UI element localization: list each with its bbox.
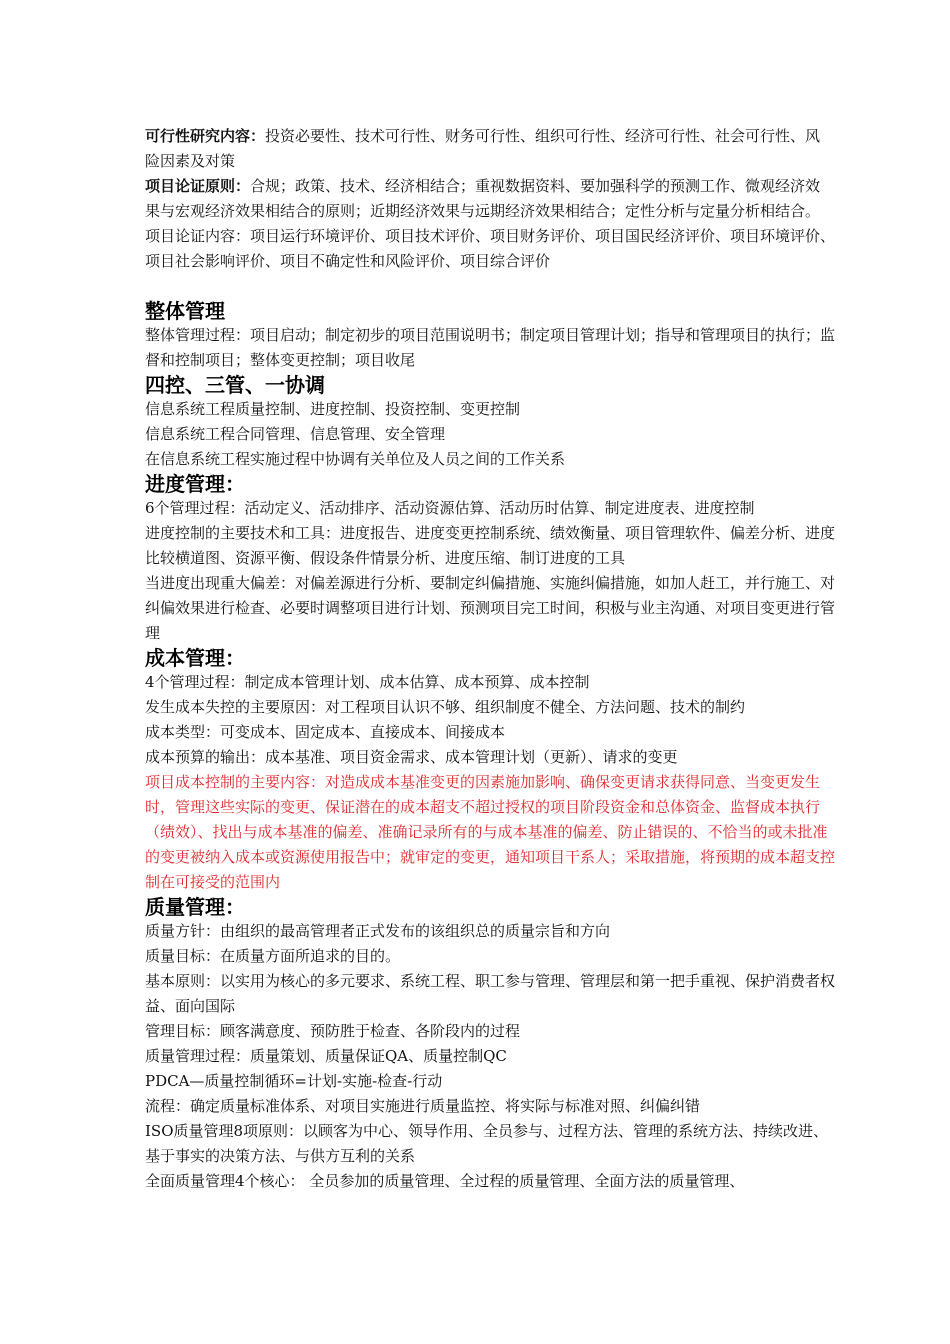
quality-tqm-core: 全面质量管理4个核心： 全员参加的质量管理、全过程的质量管理、全面方法的质量管理、 (145, 1172, 745, 1190)
feasibility-paragraph (145, 124, 835, 174)
schedule-tools: 进度控制的主要技术和工具：进度报告、进度变更控制系统、绩效衡量、项目管理软件、偏差分析、进度比较横道图、资源平衡、假设条件情景分析、进度压缩、制订进度的工具 (145, 524, 836, 567)
four-controls-heading: 四控、三管、一协调 (145, 373, 325, 397)
argument-principle-paragraph (145, 174, 835, 224)
argument-principle-text: 合规；政策、技术、经济相结合；重视数据资料、要加强科学的预测工作、微观经济效果与宏观经济效果相结合的原则；近期经济效果与远期经济效果相结合；定性分析与定量分析相结合。 (145, 177, 821, 220)
quality-basic-principles: 基本原则：以实用为核心的多元要求、系统工程、职工参与管理、管理层和第一把手重视、保护消费者权益、面向国际 (145, 972, 836, 1015)
quality-management-goals: 管理目标：顾客满意度、预防胜于检查、各阶段内的过程 (145, 1022, 521, 1040)
quality-flow: 流程：确定质量标准体系、对项目实施进行质量监控、将实际与标准对照、纠偏纠错 (145, 1097, 701, 1115)
cost-control-content-highlight: 项目成本控制的主要内容：对造成成本基准变更的因素施加影响、确保变更请求获得同意、当变更发生时，管理这些实际的变更、保证潜在的成本超支不超过授权的项目阶段资金和总体资金、监督成本执行（绩效）、找出与成本基准的偏差、准确记录所有的与成本基准的偏差、防止错误的、不恰当的或未批准的变更被纳入成本或资源使用报告中；就审定的变更，通知项目干系人；采取措施，将预期的成本超支控制在可接受的范围内 (145, 773, 836, 891)
feasibility-lead: 可行性研究内容： (145, 127, 266, 145)
quality-pdca: PDCA—质量控制循环=计划-实施-检查-行动 (145, 1072, 443, 1090)
quality-processes: 质量管理过程：质量策划、质量保证QA、质量控制QC (145, 1047, 507, 1065)
section-gap (145, 274, 835, 299)
four-controls-line-3: 在信息系统工程实施过程中协调有关单位及人员之间的工作关系 (145, 450, 566, 468)
quality-policy: 质量方针：由组织的最高管理者正式发布的该组织总的质量宗旨和方向 (145, 922, 611, 940)
four-controls-line-2: 信息系统工程合同管理、信息管理、安全管理 (145, 425, 446, 443)
schedule-processes: 6个管理过程：活动定义、活动排序、活动资源估算、活动历时估算、制定进度表、进度控制 (145, 499, 755, 517)
four-controls-line-1: 信息系统工程质量控制、进度控制、投资控制、变更控制 (145, 400, 521, 418)
argument-content-paragraph: 项目论证内容：项目运行环境评价、项目技术评价、项目财务评价、项目国民经济评价、项目环境评价、项目社会影响评价、项目不确定性和风险评价、项目综合评价 (145, 227, 836, 270)
schedule-heading: 进度管理： (145, 472, 245, 496)
cost-budget-outputs: 成本预算的输出：成本基准、项目资金需求、成本管理计划（更新）、请求的变更 (145, 748, 678, 766)
feasibility-text: 投资必要性、技术可行性、财务可行性、组织可行性、经济可行性、社会可行性、风险因素及对策 (145, 127, 821, 170)
cost-types: 成本类型：可变成本、固定成本、直接成本、间接成本 (145, 723, 506, 741)
integration-process: 整体管理过程：项目启动；制定初步的项目范围说明书；制定项目管理计划；指导和管理项目的执行；监督和控制项目；整体变更控制；项目收尾 (145, 326, 836, 369)
document-page (145, 124, 835, 1194)
quality-iso-principles: ISO质量管理8项原则：以顾客为中心、领导作用、全员参与、过程方法、管理的系统方法、持续改进、基于事实的决策方法、与供方互利的关系 (145, 1122, 829, 1165)
cost-processes: 4个管理过程：制定成本管理计划、成本估算、成本预算、成本控制 (145, 673, 590, 691)
integration-heading: 整体管理 (145, 299, 225, 323)
quality-heading: 质量管理： (145, 895, 245, 919)
schedule-deviation: 当进度出现重大偏差：对偏差源进行分析、要制定纠偏措施、实施纠偏措施，如加人赶工，并行施工、对纠偏效果进行检查、必要时调整项目进行计划、预测项目完工时间，积极与业主沟通、对项目变更进行管理 (145, 574, 836, 642)
quality-objective: 质量目标：在质量方面所追求的目的。 (145, 947, 401, 965)
cost-overrun-causes: 发生成本失控的主要原因：对工程项目认识不够、组织制度不健全、方法问题、技术的制约 (145, 698, 746, 716)
cost-heading: 成本管理： (145, 646, 245, 670)
argument-principle-lead: 项目论证原则： (145, 177, 251, 195)
